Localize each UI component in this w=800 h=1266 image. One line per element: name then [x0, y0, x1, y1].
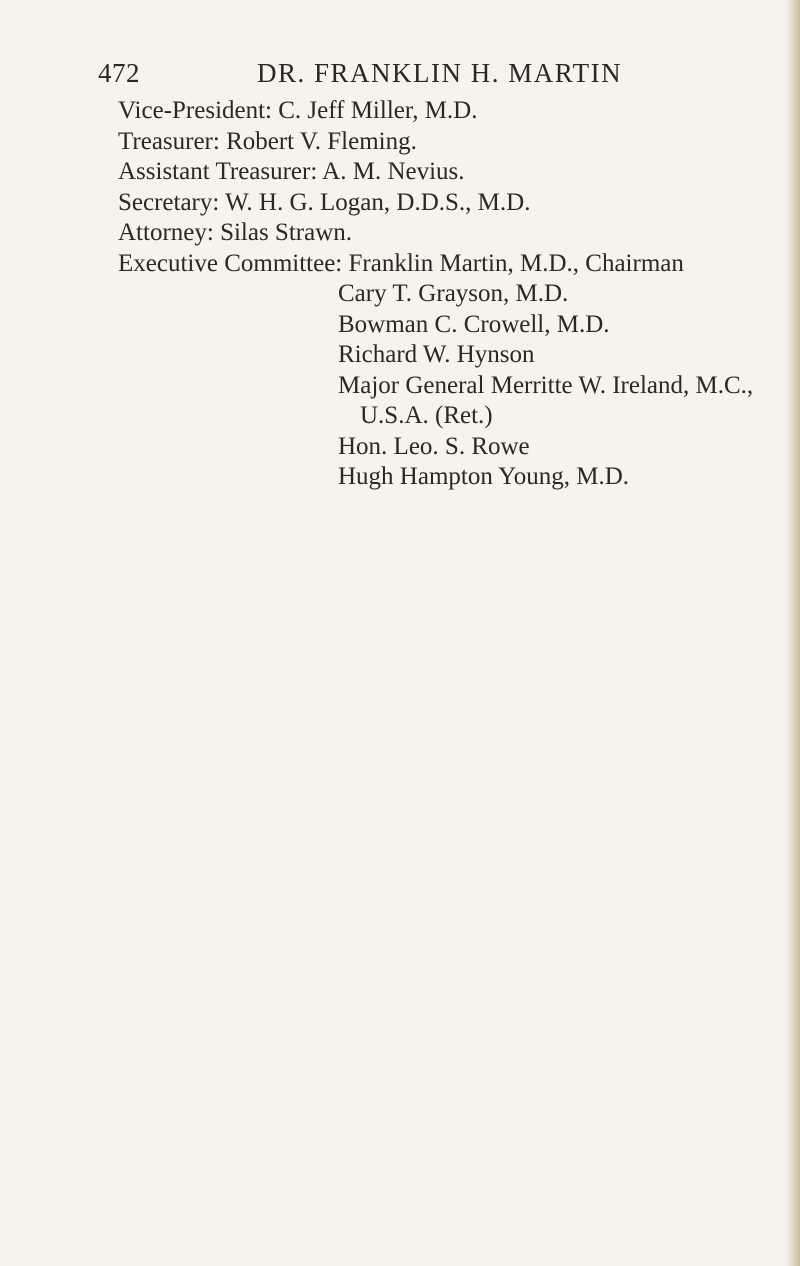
committee-member-continuation: U.S.A. (Ret.) — [360, 402, 493, 429]
officer-attorney: Attorney: Silas Strawn. — [118, 219, 353, 246]
officer-assistant-treasurer: Assistant Treasurer: A. M. Nevius. — [118, 158, 465, 185]
executive-committee-heading: Executive Committee: Franklin Martin, M.D., Chairman — [118, 249, 684, 277]
committee-member: Hon. Leo. S. Rowe — [338, 432, 530, 460]
page-number: 472 — [98, 58, 140, 88]
page-edge-shadow — [786, 0, 800, 1266]
committee-member: Richard W. Hynson — [338, 341, 535, 368]
committee-member: Bowman C. Crowell, M.D. — [338, 310, 610, 338]
committee-member: Cary T. Grayson, M.D. — [338, 280, 569, 307]
committee-members — [338, 279, 788, 493]
committee-member: Major General Merritte W. Ireland, M.C., — [338, 371, 754, 399]
officer-list — [118, 96, 788, 493]
running-head: DR. FRANKLIN H. MARTIN — [257, 58, 623, 88]
officer-vice-president: Vice-President: C. Jeff Miller, M.D. — [118, 97, 478, 124]
officer-secretary: Secretary: W. H. G. Logan, D.D.S., M.D. — [118, 188, 531, 216]
committee-member: Hugh Hampton Young, M.D. — [338, 463, 630, 490]
officer-treasurer: Treasurer: Robert V. Fleming. — [118, 127, 417, 155]
